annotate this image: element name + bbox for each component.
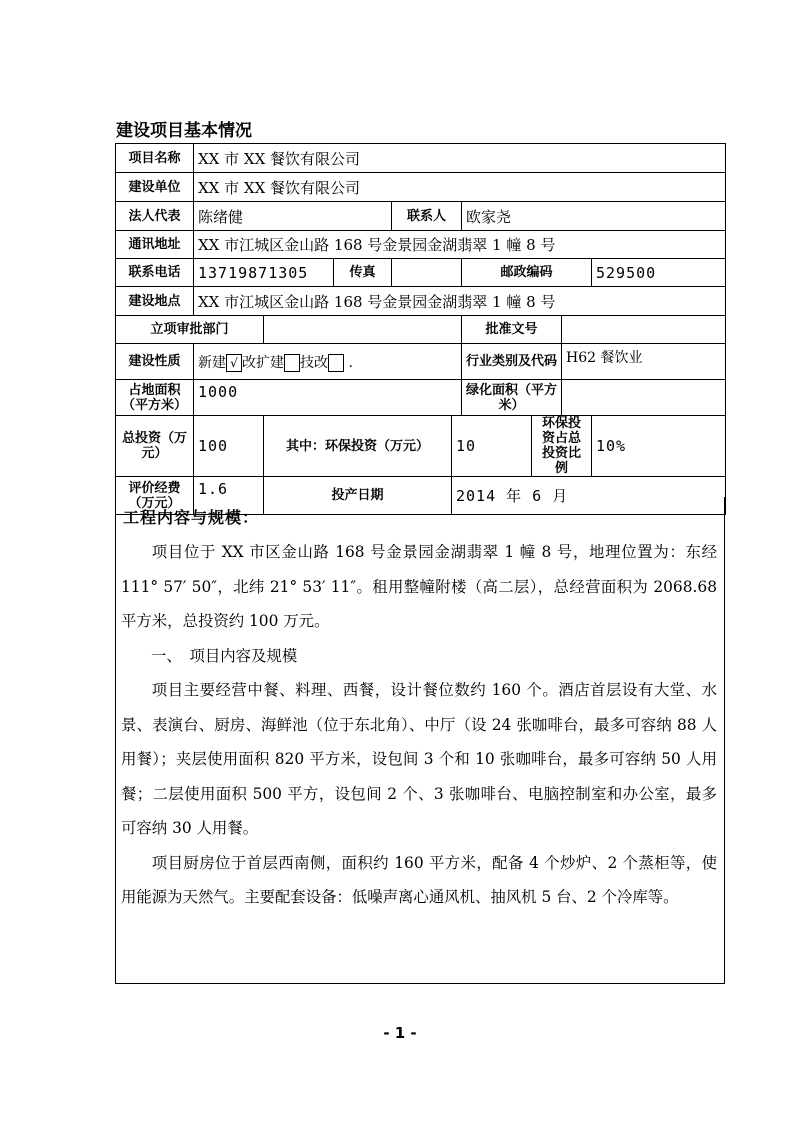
- label-address: 通讯地址: [116, 231, 194, 259]
- project-content-box: [115, 497, 725, 984]
- label-postcode: 邮政编码: [462, 259, 592, 287]
- value-contact: 欧家尧: [462, 202, 726, 231]
- option-new-label: 新建: [198, 354, 226, 371]
- value-project-name: XX 市 XX 餐饮有限公司: [194, 144, 726, 173]
- value-builder: XX 市 XX 餐饮有限公司: [194, 173, 726, 202]
- content-body: [121, 535, 717, 915]
- value-fax: [392, 259, 462, 287]
- label-site: 建设地点: [116, 287, 194, 316]
- value-nature: [194, 344, 462, 380]
- value-legal-rep: 陈绪健: [194, 202, 392, 231]
- value-invest: 100: [194, 416, 264, 477]
- value-phone: 13719871305: [194, 259, 334, 287]
- label-phone: 联系电话: [116, 259, 194, 287]
- label-fax: 传真: [334, 259, 392, 287]
- paragraph-kitchen: 项目厨房位于首层西南侧，面积约 160 平方米，配备 4 个炒炉、2 个蒸柜等，使用能源为天然气。主要配套设备：低噪声离心通风机、抽风机 5 台、2 个冷库等。: [121, 853, 717, 906]
- label-approval-doc: 批准文号: [462, 316, 562, 344]
- page-number: - 1 -: [383, 1024, 417, 1042]
- value-eval-fee: 1.6: [194, 477, 264, 515]
- row-nature: [116, 344, 726, 380]
- row-area: [116, 380, 726, 416]
- label-approval-dept: 立项审批部门: [116, 316, 264, 344]
- option-tech-checkbox[interactable]: [328, 354, 344, 372]
- label-builder: 建设单位: [116, 173, 194, 202]
- label-nature: 建设性质: [116, 344, 194, 380]
- label-eval-fee: 评价经费（万元）: [116, 477, 194, 515]
- label-invest: 总投资（万元）: [116, 416, 194, 477]
- row-invest: [116, 416, 726, 477]
- content-heading: 工程内容与规模：: [123, 508, 260, 527]
- value-address: XX 市江城区金山路 168 号金景园金湖翡翠 1 幢 8 号: [194, 231, 726, 259]
- row-legal-rep: [116, 202, 726, 231]
- project-info-table: [115, 143, 726, 515]
- value-approval-dept: [264, 316, 462, 344]
- value-site: XX 市江城区金山路 168 号金景园金湖翡翠 1 幢 8 号: [194, 287, 726, 316]
- label-contact: 联系人: [392, 202, 462, 231]
- label-area: 占地面积（平方米）: [116, 380, 194, 416]
- label-green: 绿化面积（平方米）: [462, 380, 562, 416]
- value-green: [562, 380, 726, 416]
- row-address: [116, 231, 726, 259]
- label-legal-rep: 法人代表: [116, 202, 194, 231]
- value-postcode: 529500: [592, 259, 726, 287]
- value-prod-date: 2014 年 6 月: [452, 477, 726, 515]
- row-project-name: [116, 144, 726, 173]
- paragraph-scope: 项目主要经营中餐、料理、西餐，设计餐位数约 160 个。酒店首层设有大堂、水景、表演台、厨房、海鲜池（位于东北角）、中厅（设 24 张咖啡台，最多可容纳 88 人用餐）；夹层使用面积 820 平方米，设包间 3 个和 10 张咖啡台，最多可容纳 50 人用餐；二层使用面积 500 平方，设包间 2 个、3 张咖啡台、电脑控制室和办公室，最多可容纳 30 人用餐。: [121, 681, 717, 837]
- option-expand-label: 改扩建: [242, 354, 284, 371]
- label-env-invest: 其中：环保投资（万元）: [264, 416, 452, 477]
- row-builder: [116, 173, 726, 202]
- label-industry: 行业类别及代码: [462, 344, 562, 380]
- value-env-ratio: 10%: [592, 416, 726, 477]
- nature-end-mark: .: [348, 354, 353, 371]
- option-expand-checkbox[interactable]: [284, 354, 300, 372]
- section-title: 建设项目基本情况: [116, 121, 252, 141]
- section-heading-scope: 一、 项目内容及规模: [151, 646, 298, 665]
- label-env-ratio: 环保投资占总投资比例: [532, 416, 592, 477]
- row-site: [116, 287, 726, 316]
- label-prod-date: 投产日期: [264, 477, 452, 515]
- paragraph-location: 项目位于 XX 市区金山路 168 号金景园金湖翡翠 1 幢 8 号，地理位置为：东经 111° 57′ 50″，北纬 21° 53′ 11″。租用整幢附楼（高二层），总经营面积为 2068.68 平方米，总投资约 100 万元。: [121, 543, 717, 630]
- row-phone: [116, 259, 726, 287]
- value-industry: H62 餐饮业: [562, 344, 726, 380]
- label-project-name: 项目名称: [116, 144, 194, 173]
- option-tech-label: 技改: [300, 354, 328, 371]
- value-env-invest: 10: [452, 416, 532, 477]
- value-area: 1000: [194, 380, 462, 416]
- value-approval-doc: [562, 316, 726, 344]
- option-new-checkbox[interactable]: √: [226, 354, 242, 372]
- row-approval: [116, 316, 726, 344]
